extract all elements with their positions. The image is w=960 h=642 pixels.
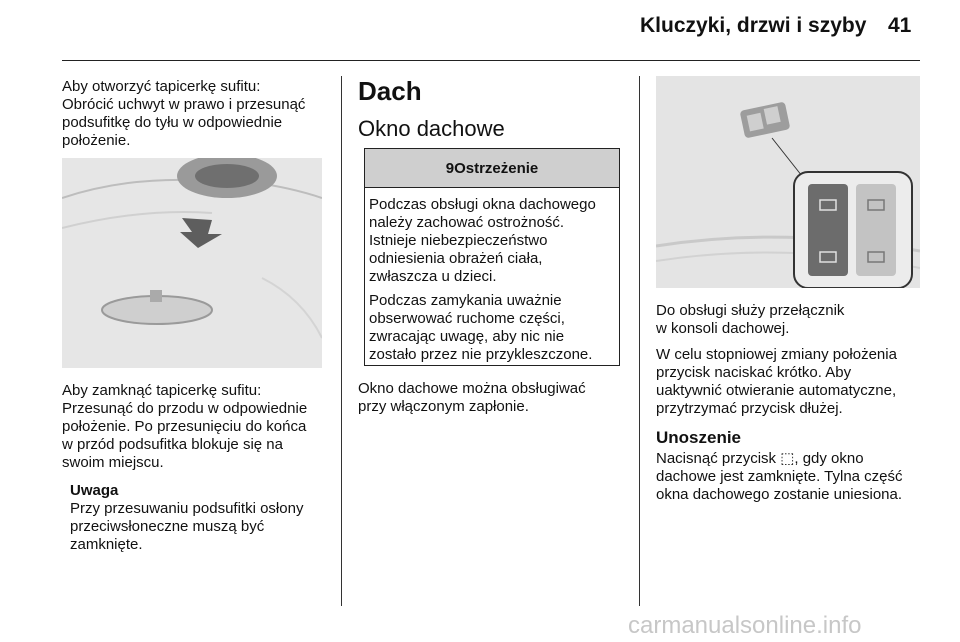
warning-line: zostało przez nie przykleszczone.: [369, 346, 593, 363]
headliner-illustration: [62, 158, 322, 368]
note-line: Przy przesuwaniu podsufitki osłony: [70, 500, 304, 517]
body-line: przy włączonym zapłonie.: [358, 398, 529, 415]
warning-body: [365, 188, 619, 364]
close-line: Przesunąć do przodu w odpowiednie: [62, 400, 308, 417]
watermark: carmanualsonline.info: [628, 612, 862, 639]
body-line: dachowe jest zamknięte. Tylna część: [656, 468, 903, 485]
warning-line: obserwować ruchome części,: [369, 310, 565, 327]
warning-box: [364, 148, 620, 366]
body-line: W celu stopniowej zmiany położenia: [656, 346, 897, 363]
open-instructions: [62, 78, 332, 150]
warning-line: Podczas zamykania uważnie: [369, 292, 562, 309]
warning-line: Podczas obsługi okna dachowego: [369, 196, 596, 213]
body-line: uaktywnić otwieranie automatyczne,: [656, 382, 897, 399]
close-line: w przód podsufitka blokuje się na: [62, 436, 283, 453]
warning-icon: 9: [445, 159, 455, 177]
body-line: Nacisnąć przycisk ⬚, gdy okno: [656, 450, 864, 467]
section-heading-raising: Unoszenie: [656, 428, 742, 447]
body-line: okna dachowego zostanie uniesiona.: [656, 486, 903, 503]
body-line: przycisk naciskać krótko. Aby: [656, 364, 852, 381]
warning-line: należy zachować ostrożność.: [369, 214, 565, 231]
close-line: położenie. Po przesunięciu do końca: [62, 418, 307, 435]
switch-location-text: [656, 302, 926, 338]
warning-line: zwracając uwagę, aby nic nie: [369, 328, 565, 345]
body-line: przytrzymać przycisk dłużej.: [656, 400, 843, 417]
open-intro: Aby otworzyć tapicerkę sufitu:: [62, 78, 261, 95]
open-line: położenie.: [62, 132, 131, 149]
open-line: Obrócić uchwyt w prawo i przesunąć: [62, 96, 306, 113]
warning-line: Istnieje niebezpieczeństwo: [369, 232, 548, 249]
page-header-title: Kluczyki, drzwi i szyby: [640, 14, 867, 37]
open-line: podsufitkę do tyłu w odpowiednie: [62, 114, 283, 131]
raising-text: [656, 450, 926, 504]
roof-console-illustration: [656, 76, 920, 288]
sunroof-operation-text: [358, 380, 628, 416]
column-divider-right: [639, 76, 640, 606]
section-subheading-sunroof: Okno dachowe: [358, 116, 505, 141]
close-intro: Aby zamknąć tapicerkę sufitu:: [62, 382, 262, 399]
body-line: Okno dachowe można obsługiwać: [358, 380, 586, 397]
page-number: 41: [888, 14, 912, 37]
header-divider: [62, 60, 920, 61]
close-line: swoim miejscu.: [62, 454, 164, 471]
note-line: przeciwsłoneczne muszą być: [70, 518, 265, 535]
body-line: w konsoli dachowej.: [656, 320, 790, 337]
note-title: Uwaga: [70, 482, 119, 499]
section-heading-roof: Dach: [358, 76, 422, 106]
note-block: [70, 482, 332, 554]
positioning-text: [656, 346, 926, 418]
warning-title: Ostrzeżenie: [454, 159, 539, 177]
warning-line: zwłaszcza u dzieci.: [369, 268, 497, 285]
warning-header: [365, 149, 619, 188]
body-line: Do obsługi służy przełącznik: [656, 302, 845, 319]
close-instructions: [62, 382, 332, 472]
warning-line: odniesienia obrażeń ciała,: [369, 250, 543, 267]
column-divider-left: [341, 76, 342, 606]
note-line: zamknięte.: [70, 536, 143, 553]
